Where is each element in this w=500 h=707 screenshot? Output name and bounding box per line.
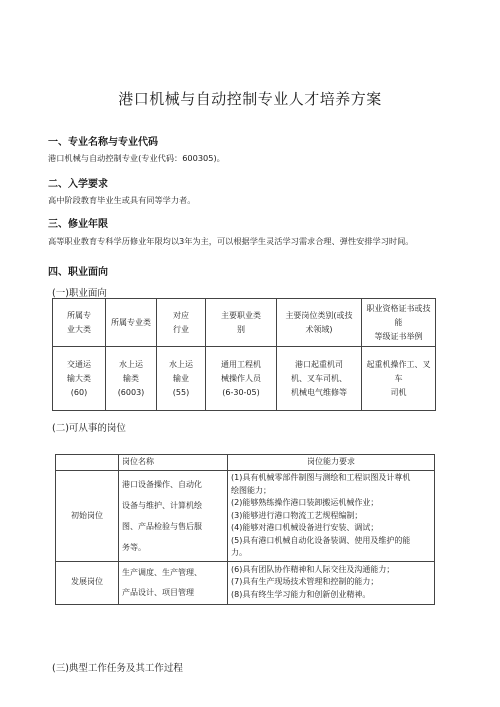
table-cell: 水上运 输类 (6003) [106, 347, 157, 411]
section-heading-4: 四、职业面向 [48, 267, 108, 278]
table-cell: 港口起重机司 机、叉车司机、 机械电气维修等 [277, 347, 362, 411]
table-header-row [53, 299, 436, 347]
table-row [56, 471, 435, 562]
table-header-cell: 主要职业类 别 [206, 299, 277, 347]
table-header-cell: 岗位名称 [119, 455, 228, 471]
table-row [56, 561, 435, 604]
table-row [53, 347, 436, 411]
career-table [52, 298, 436, 411]
section-text-3: 高等职业教育专科学历修业年限均以3年为主，可以根据学生灵活学习需求合理、弹性安排学习时间。 [48, 236, 414, 246]
table-header-cell: 所属专 业大类 [53, 299, 106, 347]
positions-table [55, 454, 435, 605]
category-cell: 发展岗位 [56, 561, 119, 604]
subsection-heading-2: (二)可从事的岗位 [52, 423, 126, 434]
requirements-cell: (1)具有机械零部件制图与测绘和工程识图及计尊机 绘图能力； (2)能够熟练操作港口装卸搬运机械作业； (3)能够进行港口物流工艺规程编制； (4)能够对港口机械设备进行安装、调试； (5)具有港口机械自动化设备装调、使用及维护的能 力。 [228, 471, 435, 562]
table-header-cell: 职业资格证书或技能 等级证书举例 [362, 299, 436, 347]
category-cell: 初始岗位 [56, 471, 119, 562]
table-cell: 通用工程机 械操作人员 (6-30-05) [206, 347, 277, 411]
position-names-cell: 港口设备操作、自动化 设备与维护、计算机绘 图、产品检验与售后服 务等。 [119, 471, 228, 562]
table-header-cell: 主要岗位类别(或技 术领域) [277, 299, 362, 347]
page-title: 港口机械与自动控制专业人才培养方案 [118, 90, 382, 108]
table-header-cell: 岗位能力要求 [228, 455, 435, 471]
section-heading-2: 二、入学要求 [48, 179, 108, 190]
section-heading-3: 三、修业年限 [48, 219, 108, 230]
subsection-heading-3: (三)典型工作任务及其工作过程 [52, 663, 183, 674]
table-header-cell: 对应 行业 [157, 299, 206, 347]
subsection-heading-1: (一)职业面向 [52, 288, 107, 299]
table-header-row [56, 455, 435, 471]
section-text-1: 港口机械与自动控制专业(专业代码：600305)。 [48, 153, 225, 163]
table-header-cell: 所属专业类 [106, 299, 157, 347]
position-names-cell: 生产调度、生产管理、 产品设计、项目管理 [119, 561, 228, 604]
requirements-cell: (6)具有团队协作精神和人际交往及沟通能力； (7)具有生产现场技术管理和控制的能力； (8)具有终生学习能力和创新创业精神。 [228, 561, 435, 604]
table-cell: 交通运 输大类 (60) [53, 347, 106, 411]
table-cell: 水上运 输业 (55) [157, 347, 206, 411]
table-cell: 起重机操作工、叉车 司机 [362, 347, 436, 411]
table-header-cell [56, 455, 119, 471]
section-heading-1: 一、专业名称与专业代码 [48, 137, 158, 148]
section-text-2: 高中阶段教育毕业生或具有同等学力者。 [48, 195, 196, 205]
